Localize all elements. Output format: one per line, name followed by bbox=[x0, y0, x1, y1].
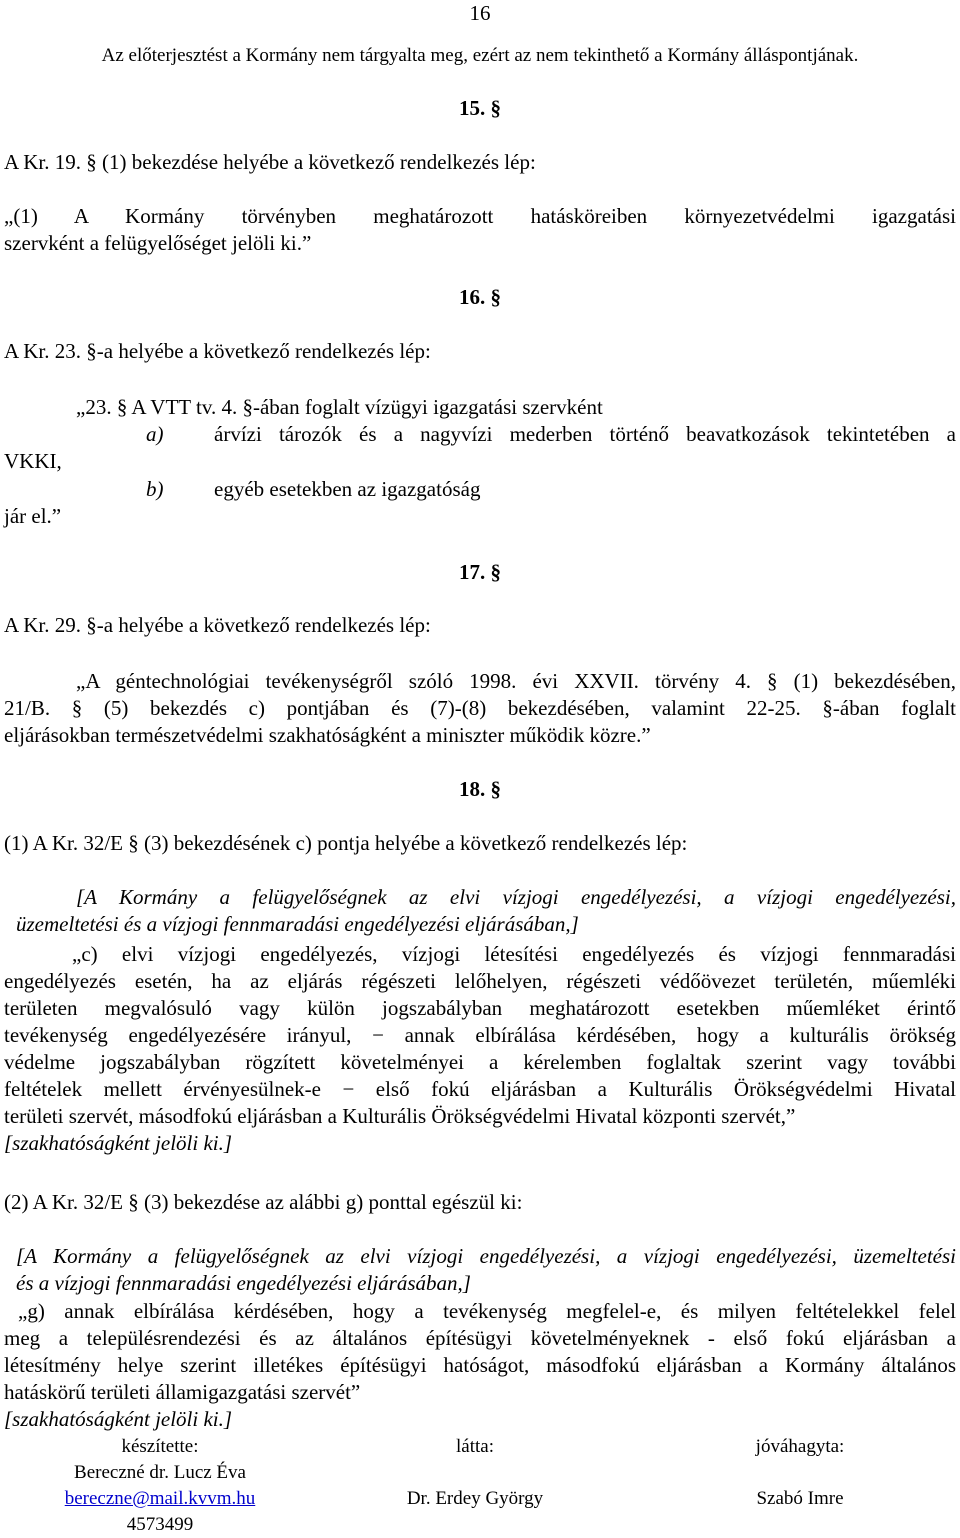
seen-name: Dr. Erdey György bbox=[406, 1488, 544, 1509]
section-15-intro: A Kr. 19. § (1) bekezdése helyébe a következő rendelkezés lép: bbox=[4, 150, 536, 174]
section-18-p1-bracket-line-2: üzemeltetési és a vízjogi fennmaradási engedélyezési eljárásában,] bbox=[16, 912, 579, 936]
section-16-a-cont: VKKI, bbox=[4, 449, 62, 473]
section-18-p1-c-line-7: területi szervét, másodfokú eljárásban a Kulturális Örökségvédelmi Hivatal központi szervét,” bbox=[4, 1104, 796, 1128]
section-18-p1-c-line-3: területen megvalósuló vagy külön jogszabályban meghatározott esetekben műemléket érintő bbox=[4, 996, 956, 1020]
section-16-b-label: b) bbox=[146, 477, 164, 501]
section-18-p2-g-line-3: létesítmény helye szerint illetékes építésügyi hatóságot, másodfokú eljárásban a Kormány általános bbox=[4, 1353, 956, 1377]
prepared-email-link[interactable]: bereczne@mail.kvvm.hu bbox=[64, 1488, 256, 1509]
approved-name: Szabó Imre bbox=[756, 1488, 844, 1509]
seen-label: látta: bbox=[456, 1436, 494, 1457]
section-16-line-1: „23. § A VTT tv. 4. §-ában foglalt vízügyi igazgatási szervként bbox=[76, 395, 603, 419]
section-17-intro: A Kr. 29. §-a helyébe a következő rendelkezés lép: bbox=[4, 613, 431, 637]
section-18-p2-intro: (2) A Kr. 32/E § (3) bekezdése az alábbi g) ponttal egészül ki: bbox=[4, 1190, 523, 1214]
section-heading-16: 16. § bbox=[459, 285, 501, 309]
section-18-p1-c-line-5: védelme jogszabályban rögzített követelményei a kérelemben foglaltak szerint vagy további bbox=[4, 1050, 956, 1074]
section-17-quote bbox=[4, 668, 956, 749]
section-16-b-text: egyéb esetekben az igazgatóság bbox=[214, 477, 481, 501]
section-18-p1-bracket bbox=[4, 884, 956, 938]
section-18-p1-c-line-8: [szakhatóságként jelöli ki.] bbox=[4, 1131, 233, 1155]
section-17-line-2: 21/B. § (5) bekezdés c) pontjában és (7)-(8) bekezdésében, valamint 22-25. §-ában foglalt bbox=[4, 696, 956, 720]
section-16-end: jár el.” bbox=[4, 504, 62, 528]
footer-approved-by bbox=[720, 1434, 880, 1512]
section-18-p2-bracket-line-1: [A Kormány a felügyelőségnek az elvi vízjogi engedélyezési, a vízjogi engedélyezési, üzemeltetési bbox=[16, 1244, 956, 1268]
section-18-p2-bracket bbox=[4, 1243, 956, 1297]
page-number: 16 bbox=[469, 1, 491, 25]
section-heading-15: 15. § bbox=[459, 96, 501, 120]
section-18-p1-c-line-6: feltételek mellett érvényesülnek-e − első fokú eljárásban a Kulturális Örökségvédelmi Hivatal bbox=[4, 1077, 956, 1101]
prepared-label: készítette: bbox=[121, 1436, 199, 1457]
section-15-quote bbox=[4, 203, 956, 257]
draft-notice: Az előterjesztést a Kormány nem tárgyalta meg, ezért az nem tekinthető a Kormány álláspontjának. bbox=[101, 45, 859, 66]
section-16-a-label: a) bbox=[146, 422, 164, 446]
section-18-p1-point-c bbox=[4, 941, 956, 1157]
prepared-name: Bereczné dr. Lucz Éva bbox=[74, 1462, 246, 1483]
prepared-phone: 4573499 bbox=[126, 1514, 194, 1535]
section-heading-17: 17. § bbox=[459, 560, 501, 584]
approved-label: jóváhagyta: bbox=[755, 1436, 845, 1457]
section-18-p1-intro: (1) A Kr. 32/E § (3) bekezdésének c) pontja helyébe a következő rendelkezés lép: bbox=[4, 831, 688, 855]
section-16-intro: A Kr. 23. §-a helyébe a következő rendelkezés lép: bbox=[4, 339, 431, 363]
section-17-line-3: eljárásokban természetvédelmi szakhatóságként a miniszter működik közre.” bbox=[4, 723, 651, 747]
section-15-quote-line-1: „(1) A Kormány törvényben meghatározott hatásköreiben környezetvédelmi igazgatási bbox=[4, 204, 956, 228]
section-18-p2-bracket-line-2: és a vízjogi fennmaradási engedélyezési eljárásában,] bbox=[16, 1271, 471, 1295]
section-18-p2-point-g bbox=[4, 1298, 956, 1433]
section-18-p1-c-line-2: engedélyezés esetén, ha az eljárás régészeti lelőhelyen, régészeti védőövezet területén, műemléki bbox=[4, 969, 956, 993]
section-18-p1-bracket-line-1: [A Kormány a felügyelőségnek az elvi vízjogi engedélyezési, a vízjogi engedélyezési, bbox=[76, 885, 956, 909]
section-18-p2-g-line-1: „g) annak elbírálása kérdésében, hogy a tevékenység megfelel-e, és milyen feltételekkel felel bbox=[18, 1299, 956, 1323]
section-15-quote-line-2: szervként a felügyelőséget jelöli ki.” bbox=[4, 231, 312, 255]
section-18-p1-c-line-4: tevékenység engedélyezésére irányul, − annak elbírálása kérdésében, hogy a kulturális örökség bbox=[4, 1023, 956, 1047]
footer-seen-by bbox=[380, 1434, 570, 1512]
section-18-p2-g-line-5: [szakhatóságként jelöli ki.] bbox=[4, 1407, 233, 1431]
footer-prepared-by bbox=[40, 1434, 280, 1538]
section-18-p2-g-line-4: hatáskörű területi államigazgatási szervét” bbox=[4, 1380, 361, 1404]
section-17-line-1: „A géntechnológiai tevékenységről szóló 1998. évi XXVII. törvény 4. § (1) bekezdésében, bbox=[76, 669, 956, 693]
section-16-a-text: árvízi tározók és a nagyvízi mederben történő beavatkozások tekintetében a bbox=[214, 422, 956, 446]
section-18-p1-c-line-1: „c) elvi vízjogi engedélyezés, vízjogi létesítési engedélyezés és vízjogi fennmaradási bbox=[72, 942, 956, 966]
section-18-p2-g-line-2: meg a településrendezési és az általános építésügyi követelményeknek - első fokú eljárásban a bbox=[4, 1326, 956, 1350]
section-heading-18: 18. § bbox=[459, 777, 501, 801]
